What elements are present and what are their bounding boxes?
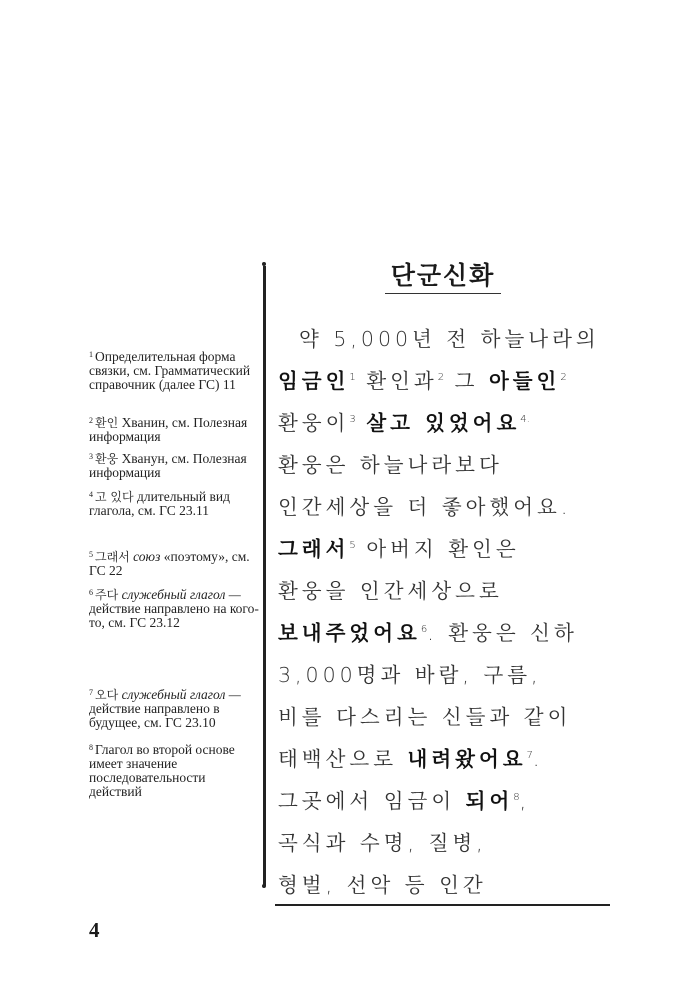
text-segment bbox=[356, 411, 367, 435]
footnote-number: 7 bbox=[89, 688, 93, 697]
footnote bbox=[89, 490, 259, 518]
text-segment: 약 5,000년 전 하늘나라의 bbox=[278, 327, 600, 351]
text-line bbox=[278, 738, 618, 780]
text-segment: 아버지 환인은 bbox=[355, 537, 520, 561]
footnote-text: «поэтому», см. ГС 22 bbox=[89, 549, 250, 578]
bold-term: 보내주었어요 bbox=[278, 621, 421, 645]
footnote-text: действие направлено на кого-то, см. ГС 23.12 bbox=[89, 601, 259, 630]
footnote bbox=[89, 550, 259, 578]
text-segment: 환웅이 bbox=[278, 411, 350, 435]
footnote-ref: 7 bbox=[526, 750, 533, 761]
footnote-text: действие направлено в будущее, см. ГС 23.10 bbox=[89, 701, 220, 730]
page-title: 단군신화 bbox=[390, 261, 496, 290]
footnote-text: Определительная форма связки, см. Грамматический справочник (далее ГС) 11 bbox=[89, 349, 251, 392]
footnote-number: 5 bbox=[89, 550, 93, 559]
bold-term: 살고 있었어요 bbox=[366, 411, 521, 435]
text-segment: 인간세상을 더 좋아했어요. bbox=[278, 495, 572, 519]
footnote bbox=[89, 350, 259, 392]
footnote-ref: 8 bbox=[513, 792, 520, 803]
footnote-korean-term: 고 있다 bbox=[95, 490, 134, 504]
rule-dot-top bbox=[262, 262, 266, 266]
text-line bbox=[278, 654, 618, 696]
footnote-ref: 2 bbox=[560, 372, 567, 383]
footnote-ref: 1 bbox=[349, 372, 356, 383]
text-segment: 환웅은 하늘나라보다 bbox=[278, 453, 503, 477]
footnote-number: 4 bbox=[89, 490, 93, 499]
text-line bbox=[278, 822, 618, 864]
bottom-rule bbox=[275, 904, 610, 906]
footnote-italic: союз bbox=[129, 549, 161, 564]
text-line bbox=[278, 696, 618, 738]
footnote-italic: служебный глагол — bbox=[118, 587, 241, 602]
footnote-number: 3 bbox=[89, 452, 93, 461]
main-text bbox=[278, 318, 618, 906]
text-segment: . 환웅은 신하 bbox=[427, 621, 578, 645]
footnote-korean-term: 환인 bbox=[95, 416, 119, 430]
bold-term: 임금인 bbox=[278, 369, 350, 393]
text-line bbox=[278, 318, 618, 360]
footnote-korean-term: 오다 bbox=[95, 688, 119, 702]
footnote-number: 2 bbox=[89, 416, 93, 425]
text-segment: 그곳에서 임금이 bbox=[278, 789, 466, 813]
title-underline bbox=[385, 293, 501, 294]
text-segment: 3,000명과 바람, 구름, bbox=[278, 663, 542, 687]
text-segment: 비를 다스리는 신들과 같이 bbox=[278, 705, 572, 729]
footnote bbox=[89, 416, 259, 444]
footnote-korean-term: 그래서 bbox=[95, 550, 130, 564]
text-line bbox=[278, 864, 618, 906]
footnote-italic: служебный глагол — bbox=[118, 687, 241, 702]
footnote-text: длительный вид глагола, см. ГС 23.11 bbox=[89, 489, 230, 518]
text-segment: 환인과 bbox=[355, 369, 438, 393]
footnote-korean-term: 환웅 bbox=[95, 452, 119, 466]
footnote-ref: 2 bbox=[437, 372, 445, 383]
bold-term: 되어 bbox=[465, 789, 514, 813]
footnote-number: 1 bbox=[89, 350, 93, 359]
footnote-ref: 4. bbox=[520, 414, 530, 425]
footnote bbox=[89, 588, 259, 630]
rule-dot-bottom bbox=[262, 884, 266, 888]
text-line bbox=[278, 612, 618, 654]
text-line bbox=[278, 444, 618, 486]
text-segment: 환웅을 인간세상으로 bbox=[278, 579, 503, 603]
text-segment: 형벌, 선악 등 인간 bbox=[278, 873, 487, 897]
text-segment: , bbox=[519, 789, 531, 813]
text-segment: 그 bbox=[444, 369, 489, 393]
footnote-text: Глагол во второй основе имеет значение последовательности действий bbox=[89, 742, 235, 799]
footnote bbox=[89, 452, 259, 480]
text-segment: . bbox=[532, 747, 544, 771]
footnote-number: 6 bbox=[89, 588, 93, 597]
text-line bbox=[278, 528, 618, 570]
footnote-text: Хванун, см. Полезная информация bbox=[89, 451, 247, 480]
text-line bbox=[278, 570, 618, 612]
footnote-ref: 3 bbox=[349, 414, 356, 425]
footnote-text: Хванин, см. Полезная информация bbox=[89, 415, 248, 444]
footnote bbox=[89, 743, 259, 799]
bold-term: 그래서 bbox=[278, 537, 350, 561]
text-line bbox=[278, 402, 618, 444]
footnote-ref: 6 bbox=[420, 624, 428, 635]
footnote-korean-term: 주다 bbox=[95, 588, 119, 602]
text-line bbox=[278, 360, 618, 402]
page-number: 4 bbox=[89, 918, 100, 942]
footnote-ref: 5 bbox=[349, 540, 356, 551]
footnote-number: 8 bbox=[89, 743, 93, 752]
text-segment: 태백산으로 bbox=[278, 747, 408, 771]
margin-rule bbox=[263, 266, 266, 886]
footnote bbox=[89, 688, 259, 730]
bold-term: 아들인 bbox=[488, 369, 561, 393]
text-segment: 곡식과 수명, 질병, bbox=[278, 831, 487, 855]
bold-term: 내려왔어요 bbox=[407, 747, 527, 771]
text-line bbox=[278, 780, 618, 822]
text-line bbox=[278, 486, 618, 528]
